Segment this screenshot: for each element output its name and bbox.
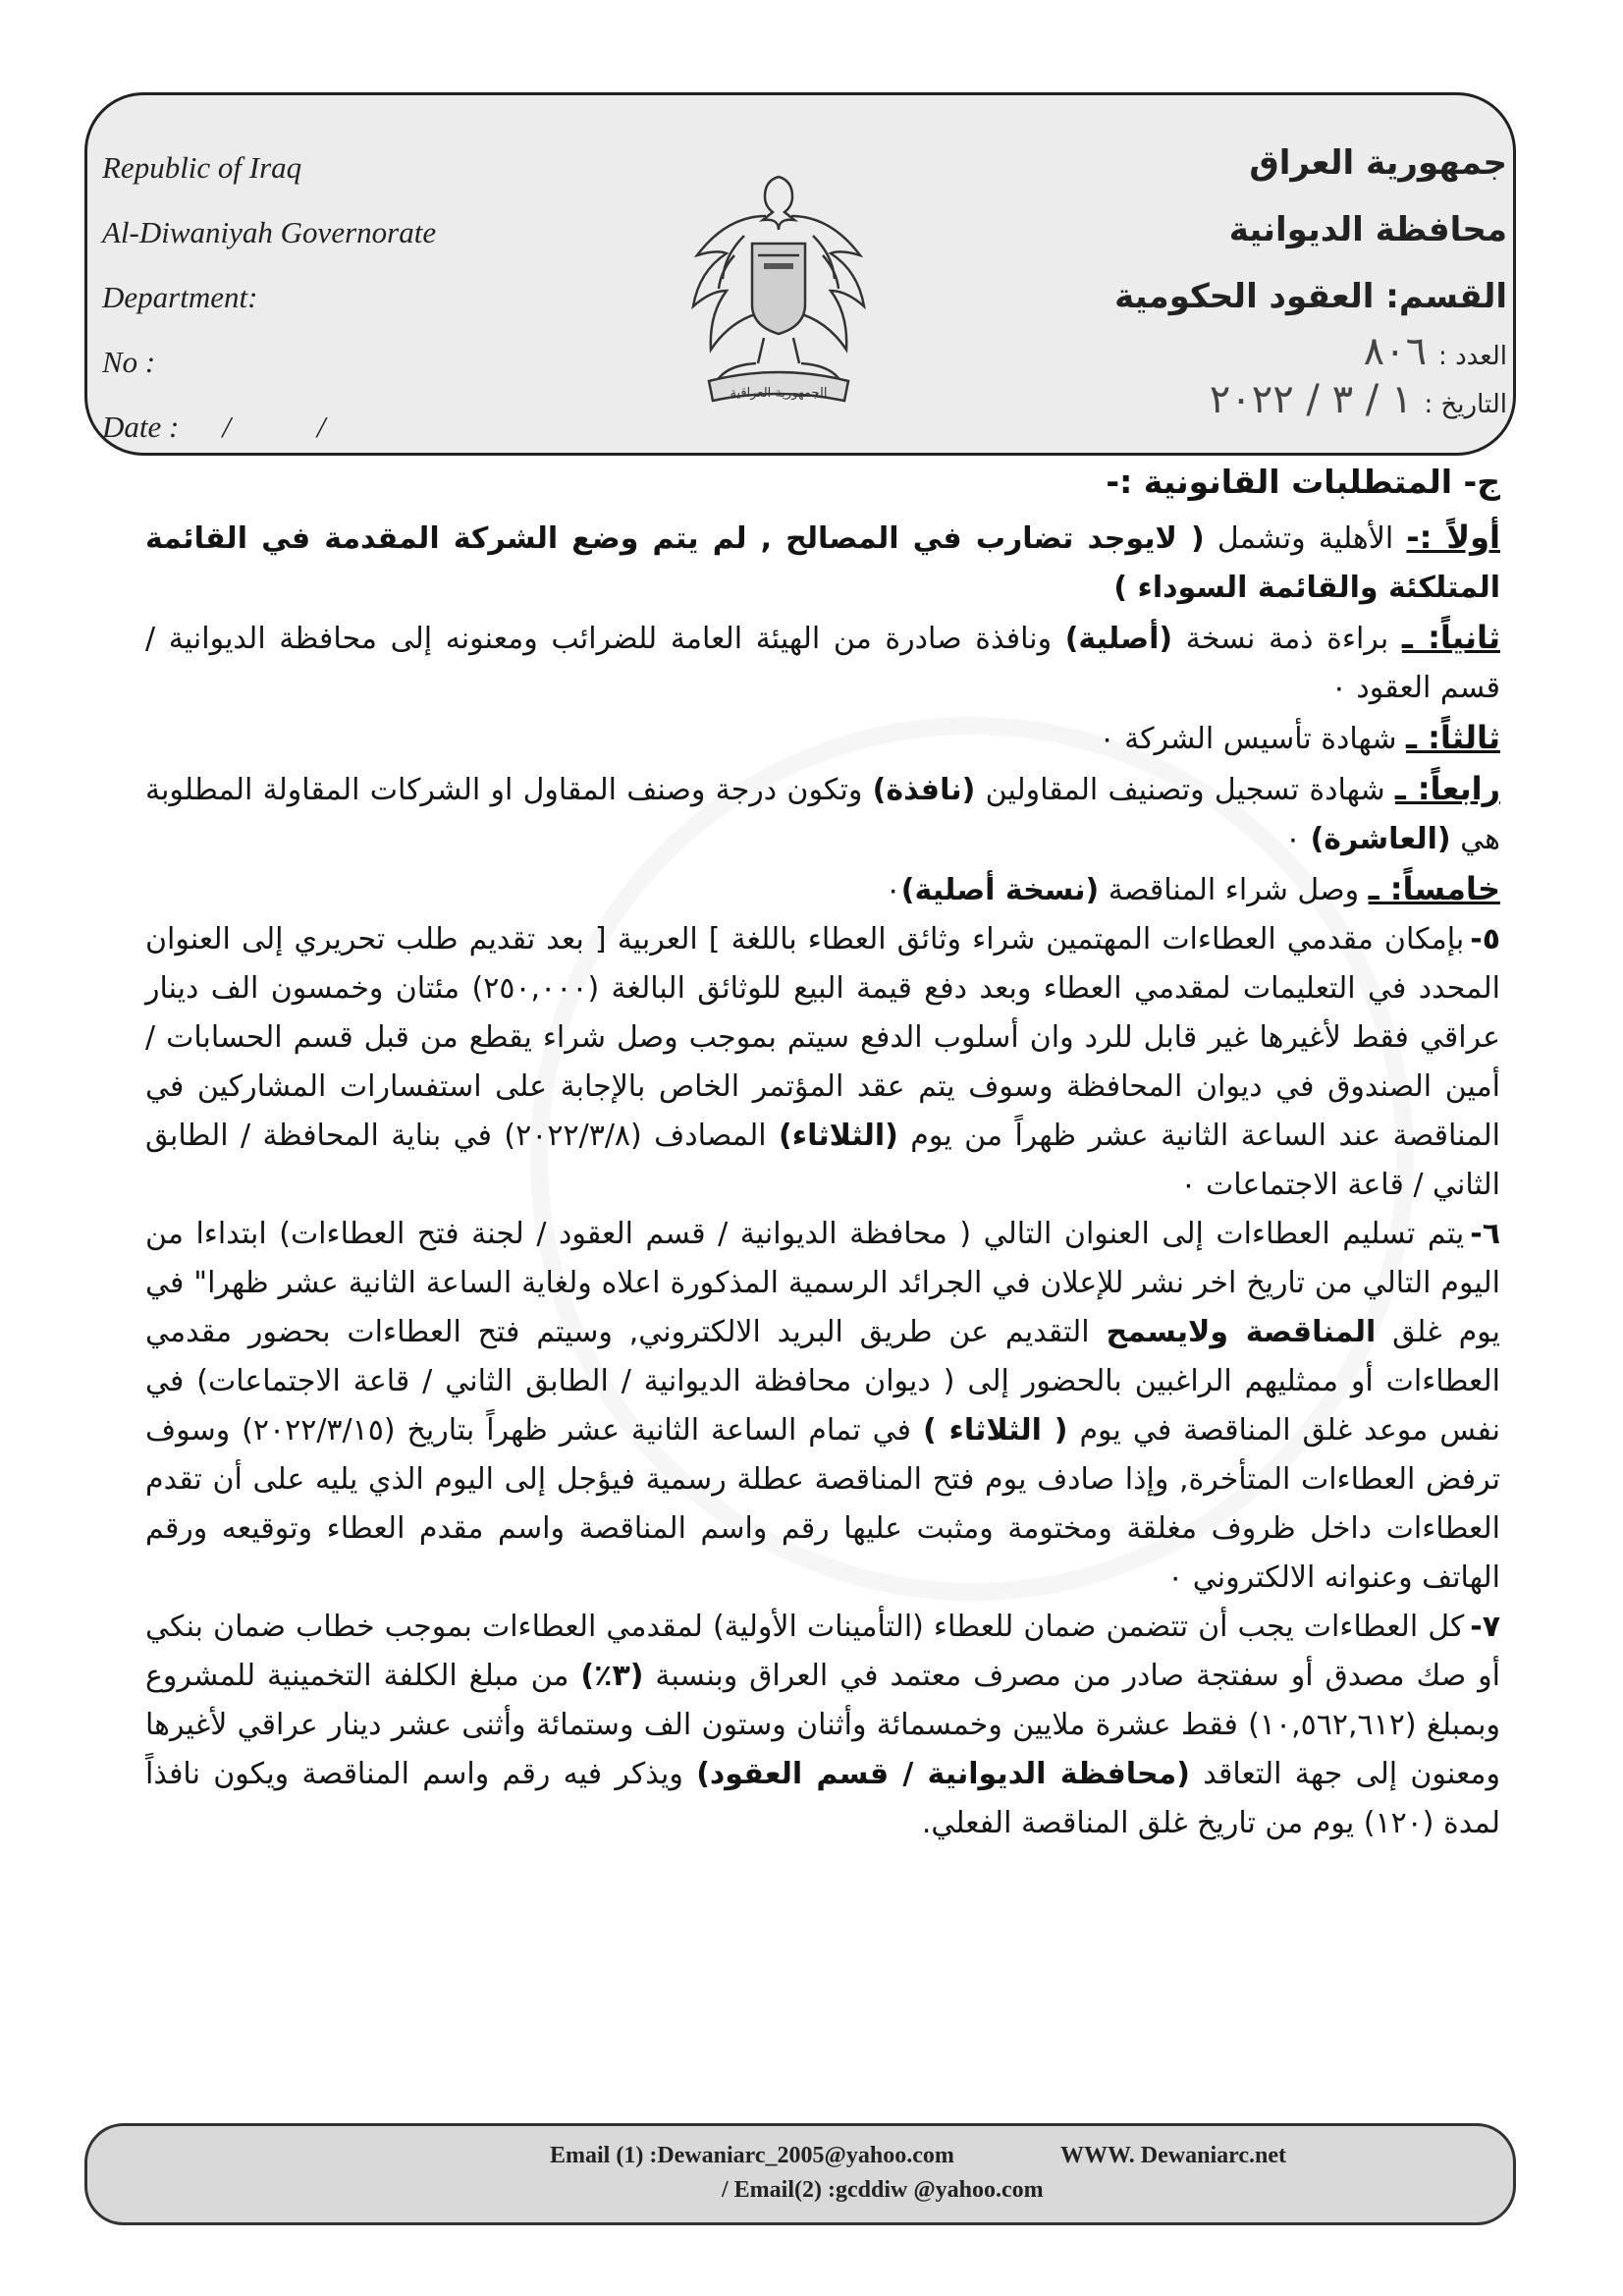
requirement-third [145, 713, 1500, 764]
paragraph-7-bold-2: (محافظة الديوانية / قسم العقود) [696, 1757, 1190, 1791]
fourth-text-rest: وتكون درجة وصنف المقاول او الشركات المقاولة المطلوبة هي [145, 773, 1500, 856]
paragraph-6-bold: المناقصة ولايسمح [1106, 1315, 1377, 1349]
ar-republic: جمهورية العراق [1249, 143, 1507, 183]
paragraph-7-text: كل العطاءات يجب أن تتضمن ضمان للعطاء (التأمينات الأولية) لمقدمي العطاءات بموجب خطاب ضمان بنكي أو صك مصدق أو سفتجة صادر من مصرف معتمد في العراق وبنسبة [145, 1610, 1500, 1693]
fifth-text-end: ٠ [885, 873, 901, 907]
letterhead-english [102, 136, 534, 460]
paragraph-6-text-end: في تمام الساعة الثانية عشر ظهراً بتاريخ (٢٠٢٢/٣/١٥) وسوف ترفض العطاءات المتأخرة, وإذا صادف يوم فتح المناقصة عطلة رسمية فيؤجل إلى اليوم الذي يليه على أن تقدم العطاءات داخل ظروف مغلقة ومختومة ومثبت عليها رقم واسم المناقصة واسم مقدم العطاء وتوقيعه ورقم الهاتف وعنوانه الالكتروني ٠ [145, 1413, 1500, 1595]
ar-number-row [1134, 330, 1507, 378]
footer-box [84, 2123, 1516, 2225]
ar-date-value: ١ / ٣ / ٢٠٢٢ [1209, 377, 1413, 422]
requirement-fourth [145, 764, 1500, 864]
paragraph-6-number: ٦- [1470, 1217, 1500, 1251]
en-republic: Republic of Iraq [102, 150, 302, 185]
paragraph-7-bold: (٣٪) [580, 1659, 644, 1693]
fourth-text-end: ٠ [1284, 822, 1311, 856]
paragraph-5 [145, 915, 1500, 1210]
paragraph-7-text-2: من مبلغ الكلفة التخمينية للمشروع وبمبلغ (١٠,٥٦٢,٦١٢) فقط عشرة ملايين وخمسمائة وأثنان وستون الف وستمائة وأثنى عشر دينار عراقي لأغيرها ومعنون إلى جهة التعاقد [145, 1659, 1500, 1791]
paragraph-6-text: يتم تسليم العطاءات إلى العنوان التالي ( محافظة الديوانية / قسم العقود / لجنة فتح العطاءات) ابتداءا من اليوم التالي من تاريخ اخر نشر للإعلان في الجرائد الرسمية المذكورة اعلاه ولغاية الساعة الثانية عشر ظهرا" في يوم غلق [145, 1217, 1500, 1349]
en-date-slashes: / / [222, 410, 365, 444]
third-label: ثالثاً: ـ [1406, 719, 1500, 756]
ar-department: القسم: العقود الحكومية [1114, 277, 1507, 316]
second-text-rest: ونافذة صادرة من الهيئة العامة للضرائب ومعنونه إلى محافظة الديوانية / قسم العقود ٠ [145, 622, 1500, 705]
ar-number-label: العدد : [1438, 342, 1507, 371]
footer-email-1[interactable]: Email (1) :Dewaniarc_2005@yahoo.com [550, 2143, 954, 2168]
paragraph-5-text-end: المصادف (٢٠٢٢/٣/٨) في بناية المحافظة / الطابق الثاني / قاعة الاجتماعات ٠ [145, 1119, 1500, 1202]
letterhead-arabic [1114, 130, 1507, 426]
first-text-bold: ( لايوجد تضارب في المصالح , لم يتم وضع الشركة المقدمة في القائمة المتلكئة والقائمة السوداء ) [145, 521, 1500, 605]
requirement-second [145, 613, 1500, 713]
first-label: أولاً :- [1406, 519, 1500, 556]
paragraph-7 [145, 1603, 1500, 1848]
footer-email-2[interactable]: / Email(2) :gcddiw @yahoo.com [722, 2177, 1044, 2203]
fifth-text: وصل شراء المناقصة [1099, 873, 1360, 907]
paragraph-6-bold-2: ( الثلاثاء ) [922, 1413, 1068, 1448]
document-body [145, 458, 1500, 1848]
requirement-first [145, 513, 1500, 613]
third-text: شهادة تأسيس الشركة ٠ [1099, 722, 1397, 756]
section-title: ج- المتطلبات القانونية :- [1106, 463, 1500, 501]
second-label: ثانياً: ـ [1401, 619, 1500, 656]
fifth-text-bold: (نسخة أصلية) [900, 873, 1100, 907]
second-text: براءة ذمة نسخة [1172, 622, 1389, 656]
paragraph-5-number: ٥- [1470, 922, 1500, 957]
en-number: No : [102, 345, 156, 379]
paragraph-5-bold: (الثلاثاء) [779, 1119, 898, 1153]
eagle-emblem-icon [687, 157, 870, 416]
fourth-text-bold-2: (العاشرة) [1310, 822, 1451, 856]
footer-website[interactable]: WWW. Dewaniarc.net [1060, 2143, 1286, 2168]
ar-number-value: ٨٠٦ [1363, 329, 1428, 374]
en-date-label: Date : [102, 410, 180, 444]
paragraph-5-text: بإمكان مقدمي العطاءات المهتمين شراء وثائق العطاء باللغة ] العربية [ بعد تقديم طلب تحريري إلى العنوان المحدد في التعليمات لمقدمي العطاء وبعد دفع قيمة البيع للوثائق البالغة (٢٥٠,٠٠٠) مئتان وخمسون الف دينار عراقي فقط لأغيرها غير قابل للرد وان أسلوب الدفع سيتم بموجب وصل شراء يقطع من قبل قسم الحسابات / أمين الصندوق في ديوان المحافظة وسوف يتم عقد المؤتمر الخاص بالإجابة على استفسارات المشاركين في المناقصة عند الساعة الثانية عشر ظهراً من يوم [145, 922, 1500, 1153]
ar-governorate: محافظة الديوانية [1228, 210, 1507, 249]
en-department: Department: [102, 280, 258, 314]
paragraph-6-text-2: التقديم عن طريق البريد الالكتروني, وسيتم فتح العطاءات بحضور مقدمي العطاءات أو ممثليهم الراغبين بالحضور إلى ( ديوان محافظة الديوانية / الطابق الثاني / قاعة الاجتماعات) في نفس موعد غلق المناقصة في يوم [145, 1315, 1501, 1448]
fourth-label: رابعاً: ـ [1394, 770, 1501, 807]
emblem-caption: الجمهورية العراقية [730, 386, 828, 401]
ar-date-row [1134, 378, 1507, 426]
ar-date-label: التاريخ : [1424, 390, 1507, 419]
en-date-row [102, 395, 534, 460]
second-text-bold: (أصلية) [1064, 622, 1173, 656]
fourth-text-bold: (نافذة) [872, 773, 976, 807]
requirement-fifth [145, 864, 1500, 915]
fourth-text: شهادة تسجيل وتصنيف المقاولين [975, 773, 1385, 807]
paragraph-6 [145, 1210, 1500, 1603]
paragraph-7-text-end: ويذكر فيه رقم واسم المناقصة ويكون نافذاً لمدة (١٢٠) يوم من تاريخ غلق المناقصة الفعلي. [145, 1757, 1500, 1840]
fifth-label: خامساً: ـ [1368, 870, 1500, 907]
paragraph-7-number: ٧- [1470, 1610, 1500, 1644]
en-governorate: Al-Diwaniyah Governorate [102, 215, 437, 249]
first-text: الأهلية وتشمل [1204, 521, 1394, 556]
